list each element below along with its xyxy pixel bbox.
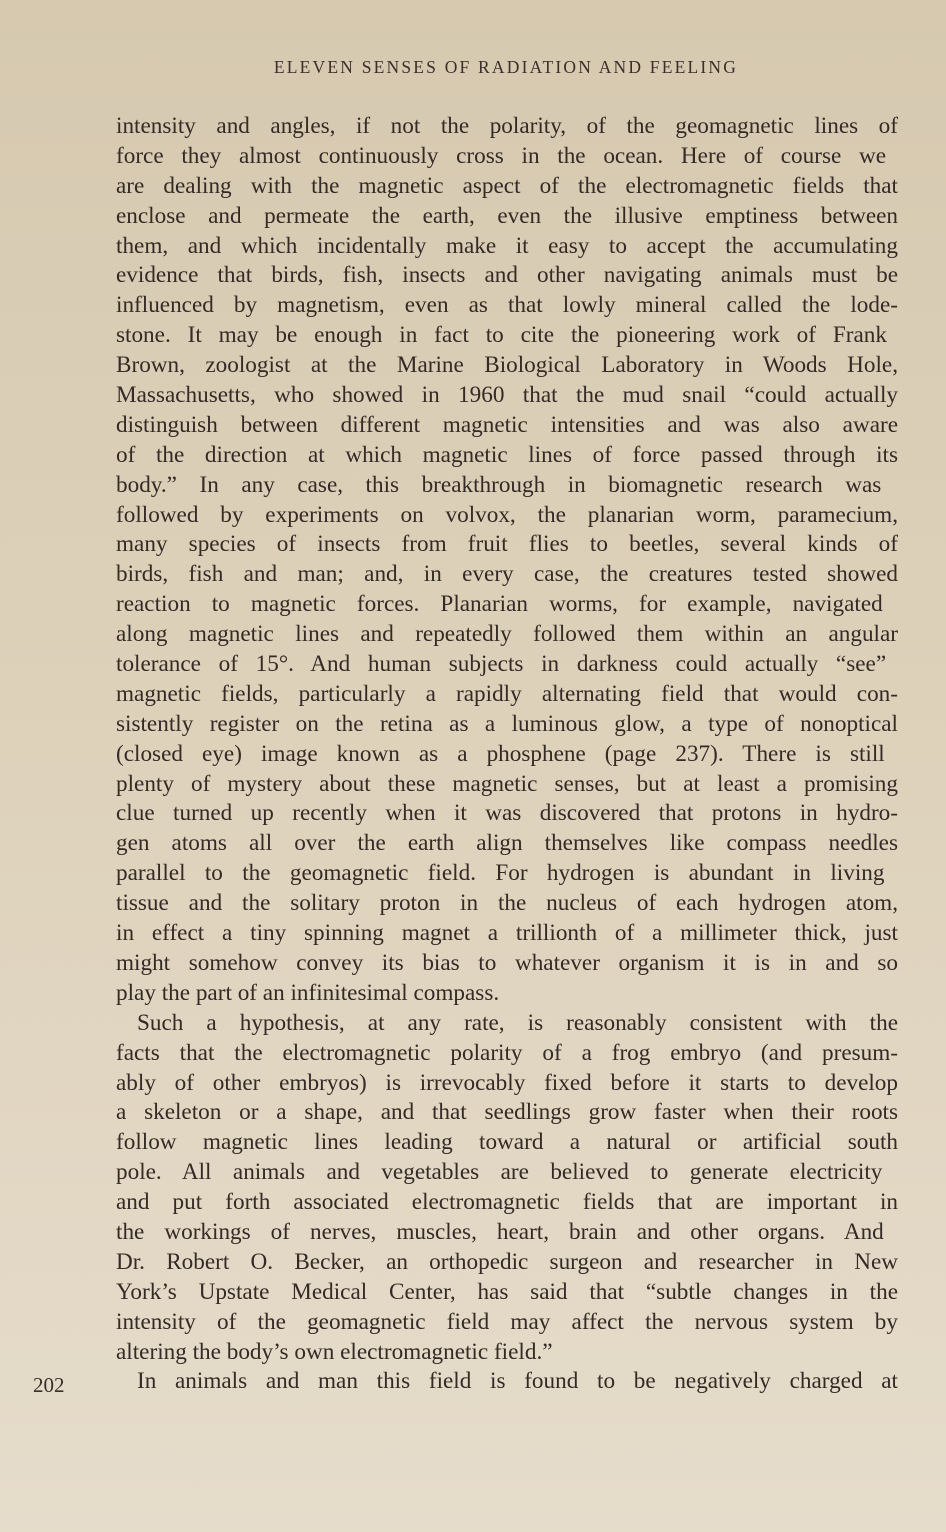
text-line: body.” In any case, this breakthrough in biomagnetic research was — [116, 471, 882, 498]
text-line: gen atoms all over the earth align themselves like compass needles — [116, 830, 898, 857]
text-line: intensity and angles, if not the polarity, of the geomagnetic lines of — [116, 113, 898, 139]
text-line: distinguish between different magnetic intensities and was also aware — [116, 411, 898, 438]
page-number: 202 — [33, 1373, 65, 1397]
text-line: are dealing with the magnetic aspect of the electromagnetic fields that — [116, 172, 898, 199]
text-line: altering the body’s own electromagnetic field.” — [116, 1338, 553, 1365]
text-line: facts that the electromagnetic polarity of a frog embryo (and presum- — [116, 1039, 898, 1066]
text-line: follow magnetic lines leading toward a natural or artificial south — [116, 1129, 898, 1156]
text-line: in effect a tiny spinning magnet a trillionth of a millimeter thick, just — [116, 920, 898, 947]
text-line: enclose and permeate the earth, even the illusive emptiness between — [116, 202, 898, 229]
text-line: many species of insects from fruit flies to beetles, several kinds of — [116, 531, 898, 558]
running-head: ELEVEN SENSES OF RADIATION AND FEELING — [273, 57, 739, 77]
text-line: along magnetic lines and repeatedly followed them within an angular — [116, 621, 898, 648]
text-line: evidence that birds, fish, insects and other navigating animals must be — [116, 262, 898, 289]
text-line: might somehow convey its bias to whatever organism it is in and so — [116, 949, 898, 976]
text-line: them, and which incidentally make it easy to accept the accumulating — [116, 232, 898, 259]
text-line: the workings of nerves, muscles, heart, brain and other organs. And — [116, 1218, 884, 1245]
text-line: influenced by magnetism, even as that lowly mineral called the lode- — [116, 292, 898, 319]
text-line: sistently register on the retina as a luminous glow, a type of nonoptical — [116, 710, 898, 737]
text-line: stone. It may be enough in fact to cite the pioneering work of Frank — [116, 322, 887, 349]
text-line: parallel to the geomagnetic field. For hydrogen is abundant in living — [116, 860, 885, 887]
text-line: clue turned up recently when it was discovered that protons in hydro- — [116, 800, 898, 827]
text-line: a skeleton or a shape, and that seedlings grow faster when their roots — [116, 1099, 898, 1126]
text-line: Dr. Robert O. Becker, an orthopedic surgeon and researcher in New — [116, 1248, 898, 1275]
text-line: Such a hypothesis, at any rate, is reasonably consistent with the — [137, 1009, 898, 1036]
body-text — [116, 112, 898, 1397]
text-line: plenty of mystery about these magnetic senses, but at least a promising — [116, 770, 898, 797]
text-line: intensity of the geomagnetic field may affect the nervous system by — [116, 1308, 898, 1335]
text-line: of the direction at which magnetic lines of force passed through its — [116, 441, 898, 468]
text-line: and put forth associated electromagnetic fields that are important in — [116, 1189, 898, 1216]
text-line: birds, fish and man; and, in every case, the creatures tested showed — [116, 561, 898, 588]
text-line: tissue and the solitary proton in the nucleus of each hydrogen atom, — [116, 890, 898, 917]
text-line: magnetic fields, particularly a rapidly alternating field that would con- — [116, 680, 898, 707]
text-line: York’s Upstate Medical Center, has said that “subtle changes in the — [116, 1278, 898, 1305]
text-line: ably of other embryos) is irrevocably fixed before it starts to develop — [116, 1069, 898, 1096]
text-line: followed by experiments on volvox, the planarian worm, paramecium, — [116, 501, 898, 528]
text-line: (closed eye) image known as a phosphene (page 237). There is still — [116, 740, 885, 767]
text-line: tolerance of 15°. And human subjects in darkness could actually “see” — [116, 651, 887, 678]
text-line: play the part of an infinitesimal compass. — [116, 979, 500, 1006]
text-line: In animals and man this field is found to be negatively charged at — [137, 1368, 898, 1395]
text-line: reaction to magnetic forces. Planarian worms, for example, navigated — [116, 591, 883, 618]
text-line: Brown, zoologist at the Marine Biological Laboratory in Woods Hole, — [116, 352, 898, 379]
text-line: Massachusetts, who showed in 1960 that the mud snail “could actually — [116, 382, 898, 409]
text-line: force they almost continuously cross in the ocean. Here of course we — [116, 142, 887, 169]
text-line: pole. All animals and vegetables are believed to generate electricity — [116, 1159, 883, 1186]
